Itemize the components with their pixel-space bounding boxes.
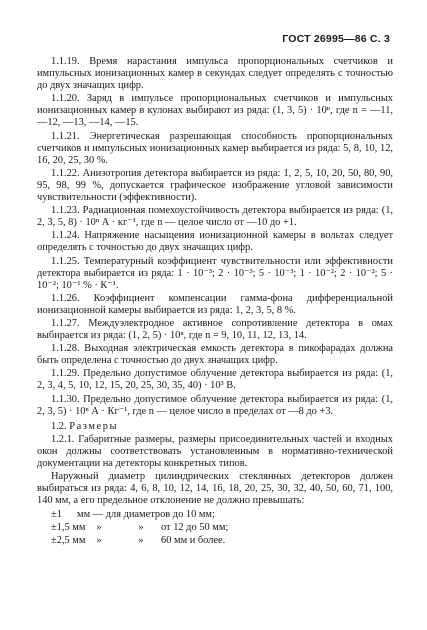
ditto-mark: » — [96, 535, 102, 547]
tolerance-value: ±1 — [51, 509, 62, 521]
ditto-mark: » — [96, 522, 102, 534]
paragraph-1-2-1: 1.2.1. Габаритные размеры, размеры присоединительных частей и входных окон должны соответствовать установленным в нормативно-технической документации на детекторы конкретных типов. — [37, 433, 393, 469]
paragraph-1-1-20: 1.1.20. Заряд в импульсе пропорциональных счетчиков и импульсных ионизационных камер в кулонах выбирают из ряда: (1, 3, 5) · 10ⁿ, где n = —11, —12, —13, —14, —15. — [37, 93, 393, 129]
paragraph-1-1-27: 1.1.27. Междуэлектродное активное сопротивление детектора в омах выбирается из ряда: (1, 2, 5) · 10ⁿ, где n = 9, 10, 11, 12, 13, 14. — [37, 317, 393, 342]
document-body — [37, 56, 393, 547]
paragraph-1-1-30: 1.1.30. Предельно допустимое облучение детектора выбирается из ряда: (1, 2, 3, 5) · 10ⁿ А · Кг⁻¹, где n — целое число в пределах от —8 до +3. — [37, 393, 393, 417]
paragraph-1-1-28: 1.1.28. Выходная электрическая емкость детектора в пикофарадах должна быть определена с точностью до двух значащих цифр. — [37, 343, 393, 367]
paragraph-1-1-23: 1.1.23. Радиационная помехоустойчивость детектора выбирается из ряда: (1, 2, 3, 5, 8) · 10ⁿ А · кг⁻¹, где n — целое число от —10 до +1. — [37, 205, 393, 229]
ditto-mark: » — [138, 535, 144, 547]
tolerance-range: 60 мм и более. — [161, 535, 226, 547]
paragraph-1-1-29: 1.1.29. Предельно допустимое облучение детектора выбирается из ряда: (1, 2, 3, 4, 5, 10, 12, 15, 20, 25, 30, 35, 40) · 10³ В. — [37, 368, 393, 392]
paragraph-1-1-22: 1.1.22. Анизотропия детектора выбирается из ряда: 1, 2, 5, 10, 20, 50, 80, 90, 95, 98, 99 %, допускается графическое изображение угловой зависимости чувствительности (эффективности). — [37, 167, 393, 204]
section-heading — [37, 421, 393, 433]
page-header: ГОСТ 26995—86 С. 3 — [282, 33, 390, 45]
paragraph-1-1-26: 1.1.26. Коэффициент компенсации гамма-фона дифференциальной ионизационной камеры выбирается из ряда: 1, 2, 3, 5, 8 %. — [37, 292, 393, 316]
paragraph-1-1-21: 1.1.21. Энергетическая разрешающая способность пропорциональных счетчиков и импульсных ионизационных камер выбирается из ряда: 5, 8, 10, 12, 16, 20, 25, 30 %. — [37, 130, 393, 166]
section-heading-title: Размеры — [69, 420, 119, 432]
section-heading-number: 1.2. — [51, 420, 67, 432]
paragraph-1-1-19: 1.1.19. Время нарастания импульса пропорциональных счетчиков и импульсных ионизационных камер в секундах следует определять с точностью до двух значащих цифр. — [37, 56, 393, 92]
ditto-mark: » — [138, 522, 144, 534]
tolerance-list — [51, 508, 393, 547]
tolerance-text: мм — для диаметров до 10 мм; — [77, 509, 215, 521]
paragraph-diameter: Наружный диаметр цилиндрических стеклянных детекторов должен выбираться из ряда: 4, 6, 8, 10, 12, 14, 16, 18, 20, 25, 30, 32, 40, 50, 60, 71, 100, 140 мм, а его предельное отклонение не должно превышать: — [37, 471, 393, 507]
paragraph-1-1-24: 1.1.24. Напряжение насыщения ионизационной камеры в вольтах следует определять с точностью до двух значащих цифр. — [37, 230, 393, 254]
tolerance-range: от 12 до 50 мм; — [161, 522, 229, 534]
paragraph-1-1-25: 1.1.25. Температурный коэффициент чувствительности или эффективности детектора выбирается из ряда: 1 · 10⁻³; 2 · 10⁻³; 5 · 10⁻³; 1 · 10⁻²; 2 · 10⁻²; 5 · 10⁻²; 10⁻¹ % · К⁻¹. — [37, 255, 393, 291]
tolerance-value: ±1,5 мм — [51, 522, 86, 534]
tolerance-value: ±2,5 мм — [51, 535, 86, 547]
